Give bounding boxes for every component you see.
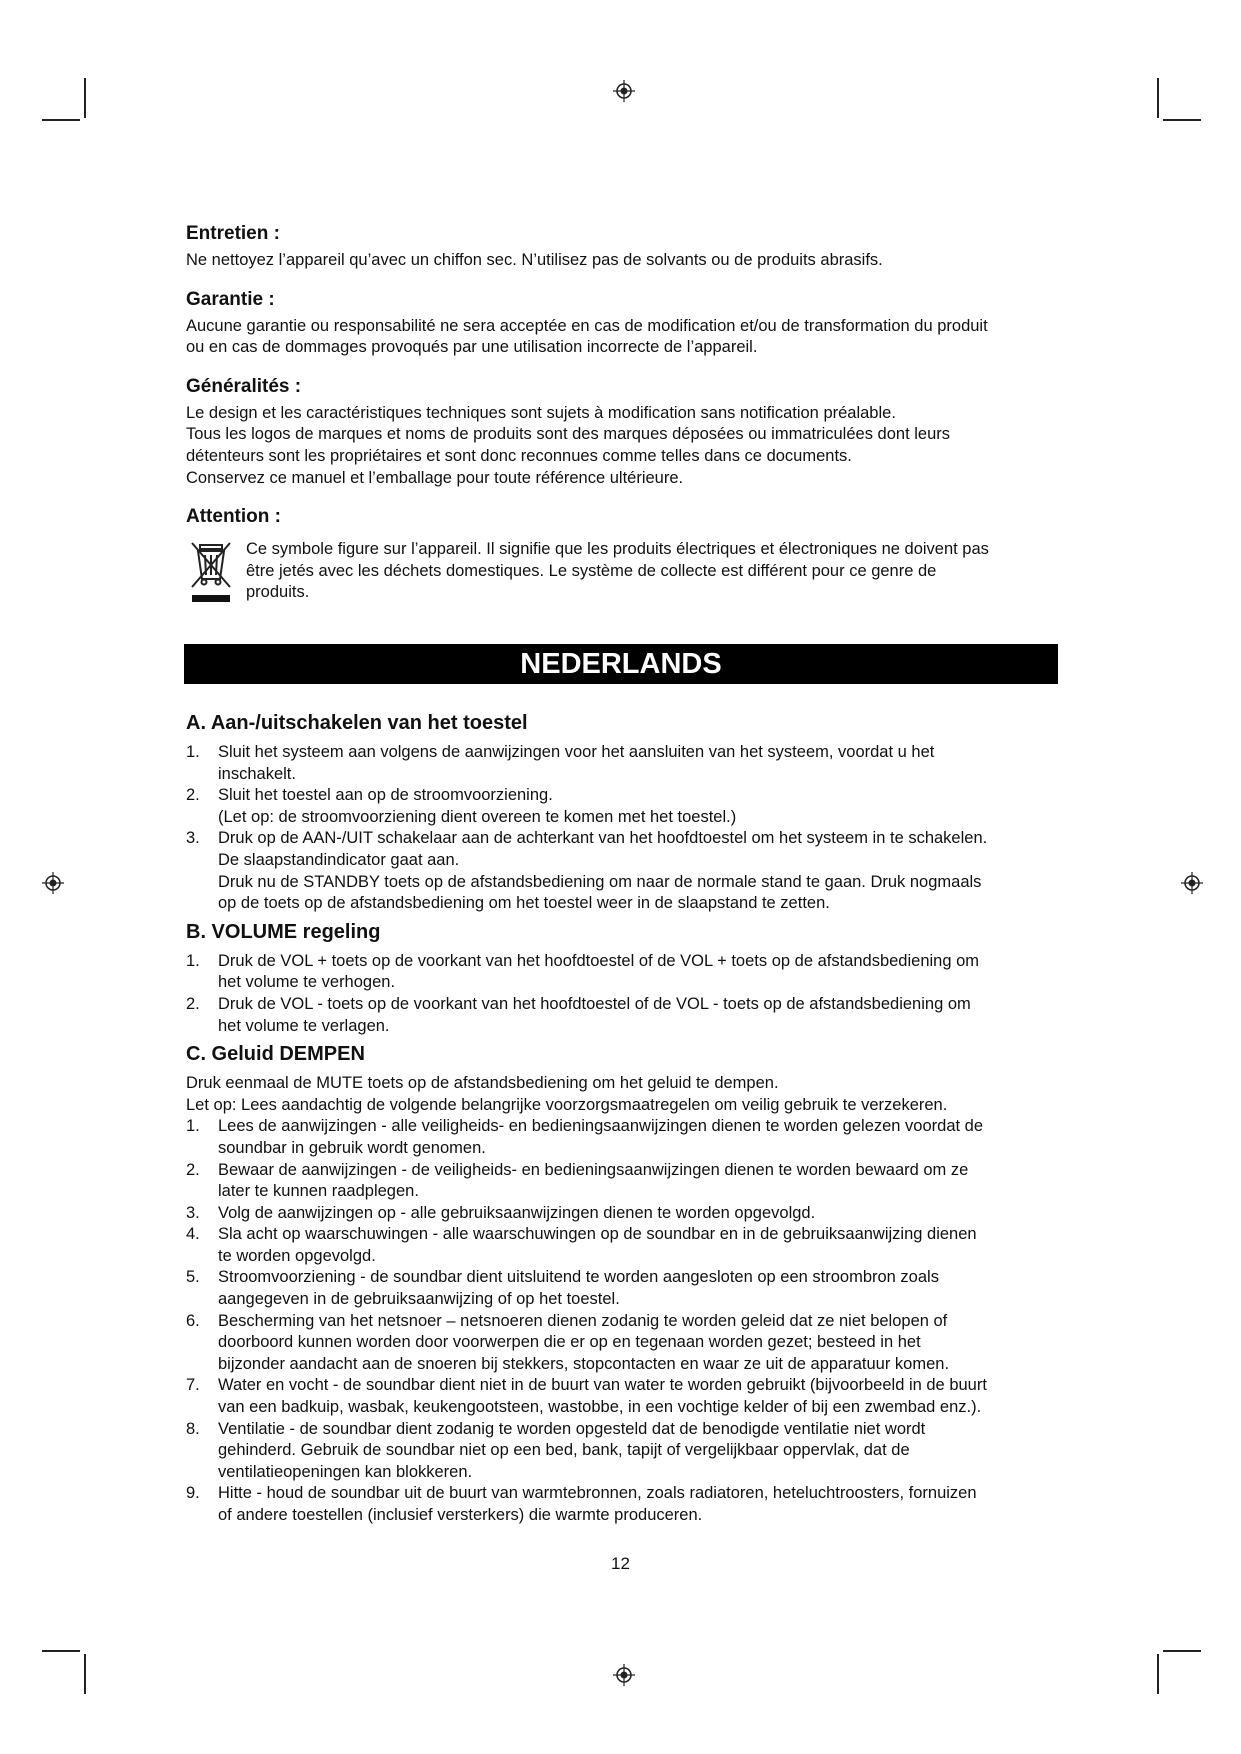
- item-line: Volg de aanwijzingen op - alle gebruiksaanwijzingen dienen te worden opgevolgd.: [218, 1203, 816, 1222]
- registration-mark-icon: [613, 1664, 635, 1686]
- crop-mark: [84, 1654, 86, 1694]
- item-line: Hitte - houd de soundbar uit de buurt van warmtebronnen, zoals radiatoren, heteluchtroosters, fornuizen: [218, 1484, 977, 1503]
- item-line: Stroomvoorziening - de soundbar dient uitsluitend te worden aangesloten op een stroombron zoals: [218, 1268, 939, 1287]
- list-a: [186, 742, 1066, 915]
- item-line: Water en vocht - de soundbar dient niet in de buurt van water te worden gebruikt (bijvoorbeeld in de buurt: [218, 1376, 987, 1395]
- heading-generalites: Généralités :: [186, 375, 302, 397]
- list-item: [186, 1375, 1066, 1418]
- text-line: ou en cas de dommages provoqués par une utilisation incorrecte de l’appareil.: [186, 338, 758, 357]
- item-number: 3.: [186, 829, 200, 848]
- page-number: 12: [611, 1554, 630, 1573]
- list-b: [186, 951, 1066, 1037]
- item-line: Druk de VOL + toets op de voorkant van het hoofdtoestel of de VOL + toets op de afstandsbediening om: [218, 951, 980, 970]
- item-line: Sluit het systeem aan volgens de aanwijzingen voor het aansluiten van het systeem, voordat u het: [218, 743, 935, 761]
- item-number: 1.: [186, 743, 200, 761]
- item-line: (Let op: de stroomvoorziening dient overeen te komen met het toestel.): [218, 807, 737, 826]
- heading-attention: Attention :: [186, 506, 281, 528]
- item-line: inschakelt.: [218, 764, 296, 783]
- list-c: [186, 1116, 1066, 1526]
- list-item: [186, 785, 1066, 828]
- item-line: Bescherming van het netsnoer – netsnoeren dienen zodanig te worden geleid dat ze niet belopen of: [218, 1311, 948, 1330]
- list-item: [186, 1267, 1066, 1310]
- list-item: [186, 1116, 1066, 1159]
- list-item: [186, 994, 1066, 1037]
- item-number: 2.: [186, 1160, 200, 1179]
- heading-b: B. VOLUME regeling: [186, 920, 381, 943]
- item-number: 1.: [186, 951, 200, 970]
- text-line: Ne nettoyez l’appareil qu’avec un chiffon sec. N’utilisez pas de solvants ou de produits abrasifs.: [186, 251, 883, 269]
- item-line: Druk op de AAN-/UIT schakelaar aan de achterkant van het hoofdtoestel om het systeem in te schakelen.: [218, 829, 988, 848]
- item-line: Ventilatie - de soundbar dient zodanig te worden opgesteld dat de benodigde ventilatie niet wordt: [218, 1419, 926, 1438]
- crop-mark: [1157, 1654, 1159, 1694]
- item-number: 3.: [186, 1203, 200, 1222]
- text-line: Aucune garantie ou responsabilité ne sera acceptée en cas de modification et/ou de transformation du produit: [186, 316, 988, 335]
- item-number: 7.: [186, 1376, 200, 1395]
- item-line: Sluit het toestel aan op de stroomvoorziening.: [218, 786, 553, 805]
- crop-mark: [1163, 119, 1201, 121]
- item-line: De slaapstandindicator gaat aan.: [218, 850, 460, 869]
- language-banner: NEDERLANDS: [184, 644, 1058, 684]
- section-attention: [186, 505, 1056, 605]
- text-line: produits.: [246, 583, 310, 602]
- item-number: 4.: [186, 1225, 200, 1244]
- heading-c: C. Geluid DEMPEN: [186, 1043, 365, 1066]
- item-line: Druk de VOL - toets op de voorkant van het hoofdtoestel of de VOL - toets op de afstandsbediening om: [218, 994, 971, 1013]
- item-line: Druk nu de STANDBY toets op de afstandsbediening om naar de normale stand te gaan. Druk nogmaals: [218, 872, 982, 891]
- intro-line: Druk eenmaal de MUTE toets op de afstandsbediening om het geluid te dempen.: [186, 1074, 779, 1093]
- item-number: 2.: [186, 994, 200, 1013]
- registration-mark-icon: [1181, 872, 1203, 894]
- item-line: of andere toestellen (inclusief versterkers) die warmte produceren.: [218, 1506, 703, 1524]
- item-number: 6.: [186, 1311, 200, 1330]
- crop-mark: [1157, 78, 1159, 118]
- registration-mark-icon: [613, 80, 635, 102]
- item-line: van een badkuip, wasbak, keukengootsteen, wastobbe, in een vochtige kelder of bij een zwembad enz.).: [218, 1398, 982, 1417]
- section-generalites: [186, 375, 1056, 489]
- item-line: doorboord kunnen worden door voorwerpen die er op en tegenaan worden gezet; besteed in het: [218, 1333, 921, 1352]
- item-line: soundbar in gebruik wordt genomen.: [218, 1138, 486, 1157]
- list-item: [186, 1160, 1066, 1203]
- item-line: later te kunnen raadplegen.: [218, 1182, 419, 1201]
- item-line: op de toets op de afstandsbediening om het toestel weer in de slaapstand te zetten.: [218, 894, 830, 913]
- item-line: Sla acht op waarschuwingen - alle waarschuwingen op de soundbar en in de gebruiksaanwijzing dienen: [218, 1225, 977, 1244]
- section-entretien: [186, 222, 1056, 272]
- text-line: Ce symbole figure sur l’appareil. Il signifie que les produits électriques et électroniques ne doivent pas: [246, 540, 989, 559]
- item-line: Bewaar de aanwijzingen - de veiligheids- en bedieningsaanwijzingen dienen te worden bewaard om ze: [218, 1160, 969, 1179]
- list-item: [186, 1224, 1066, 1267]
- text-line: être jetés avec les déchets domestiques. Le système de collecte est différent pour ce genre de: [246, 561, 937, 580]
- crop-mark: [84, 78, 86, 118]
- weee-crossed-bin-icon: [186, 539, 236, 605]
- item-number: 8.: [186, 1419, 200, 1438]
- item-line: bijzonder aandacht aan de snoeren bij stekkers, stopcontacten en waar ze uit de apparatuur komen.: [218, 1354, 950, 1373]
- text-line: Conservez ce manuel et l’emballage pour toute référence ultérieure.: [186, 468, 684, 487]
- intro-line: Let op: Lees aandachtig de volgende belangrijke voorzorgsmaatregelen om veilig gebruik te verzekeren.: [186, 1095, 948, 1114]
- item-line: aangegeven in de gebruiksaanwijzing of op het toestel.: [218, 1290, 620, 1309]
- text-line: Le design et les caractéristiques techniques sont sujets à modification sans notification préalable.: [186, 403, 896, 422]
- item-number: 2.: [186, 786, 200, 805]
- item-line: ventilatieopeningen kan blokkeren.: [218, 1462, 473, 1481]
- registration-mark-icon: [42, 872, 64, 894]
- item-line: gehinderd. Gebruik de soundbar niet op een bed, bank, tapijt of vergelijkbaar oppervlak, dat de: [218, 1441, 910, 1460]
- french-section: [186, 222, 1056, 621]
- section-garantie: [186, 288, 1056, 359]
- crop-mark: [42, 1650, 80, 1652]
- crop-mark: [1163, 1650, 1201, 1652]
- item-number: 1.: [186, 1117, 200, 1136]
- list-item: [186, 828, 1066, 914]
- item-line: te worden opgevolgd.: [218, 1246, 376, 1265]
- item-number: 9.: [186, 1484, 200, 1503]
- item-line: het volume te verhogen.: [218, 973, 396, 992]
- text-line: Tous les logos de marques et noms de produits sont des marques déposées ou immatriculées dont leurs: [186, 425, 950, 444]
- list-item: [186, 1419, 1066, 1484]
- list-item: [186, 742, 1066, 785]
- item-line: het volume te verlagen.: [218, 1016, 390, 1035]
- item-line: Lees de aanwijzingen - alle veiligheids- en bedieningsaanwijzingen dienen te worden gelezen voordat de: [218, 1117, 984, 1136]
- list-item: [186, 1311, 1066, 1376]
- dutch-section: [186, 710, 1066, 1531]
- heading-garantie: Garantie :: [186, 288, 275, 310]
- list-item: [186, 951, 1066, 994]
- heading-entretien: Entretien :: [186, 223, 280, 244]
- list-item: [186, 1203, 1066, 1225]
- item-number: 5.: [186, 1268, 200, 1287]
- crop-mark: [42, 119, 80, 121]
- text-line: détenteurs sont les propriétaires et sont donc reconnues comme telles dans ce documents.: [186, 446, 852, 465]
- list-item: [186, 1483, 1066, 1526]
- heading-a: A. Aan-/uitschakelen van het toestel: [186, 712, 528, 734]
